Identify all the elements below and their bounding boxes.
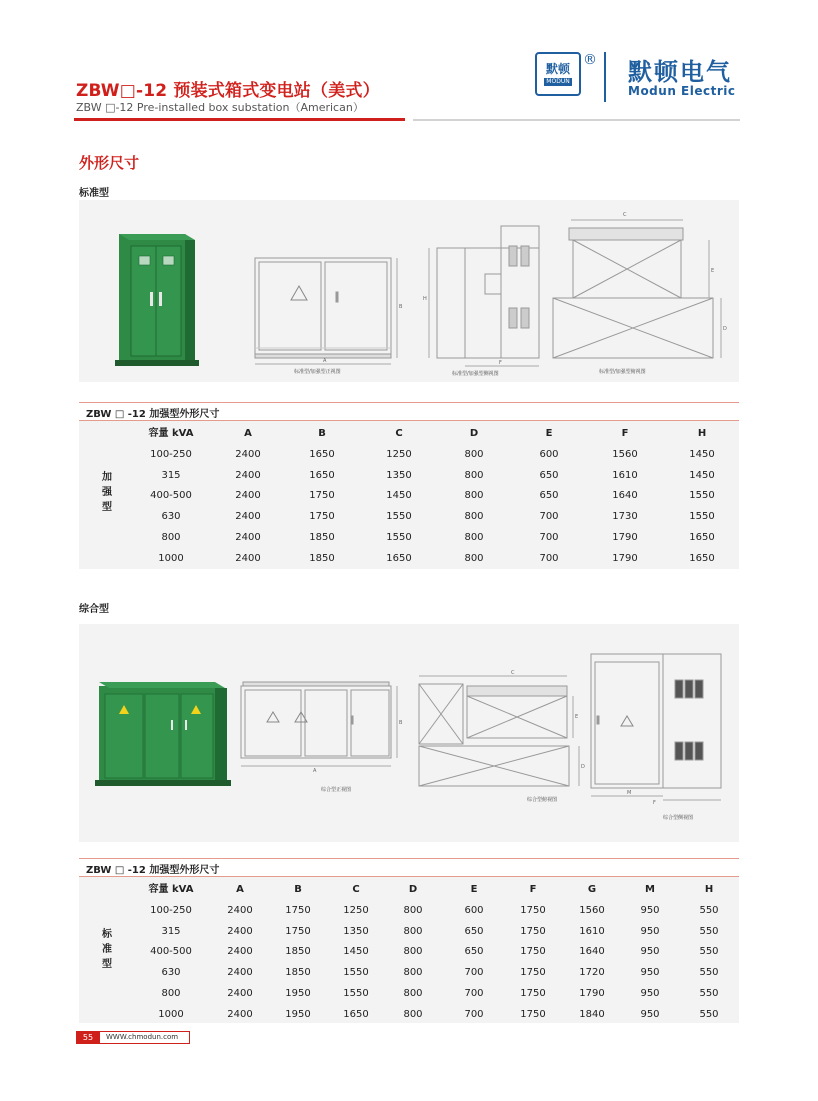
- combined-dim-e: E: [575, 714, 579, 720]
- standard-side-view: [429, 226, 539, 366]
- table-cell: 950: [640, 904, 660, 916]
- table-cell: 550: [699, 988, 719, 999]
- table-cell: 1450: [386, 490, 412, 502]
- table-cell: 1650: [386, 552, 412, 564]
- table-cell: 800: [464, 448, 484, 460]
- table-cell: 630: [161, 967, 181, 979]
- registered-mark: ®: [583, 52, 597, 68]
- table-cell: 800: [403, 988, 423, 999]
- table-cell: 700: [539, 511, 559, 523]
- combined-dim-d: D: [581, 764, 585, 770]
- table-header-cell: 容量 kVA: [148, 428, 194, 439]
- table1-top-rule: [79, 402, 739, 403]
- combined-dim-f: F: [653, 800, 656, 806]
- table-cell: 1850: [309, 532, 335, 543]
- table-header-cell: G: [587, 884, 597, 895]
- table-cell: 1640: [579, 946, 605, 958]
- caption-combined-top: 综合型俯视图: [527, 797, 558, 803]
- table-cell: 650: [539, 490, 559, 502]
- combined-front-view: [241, 682, 397, 766]
- table-cell: 950: [640, 1008, 660, 1020]
- table-cell: 1840: [579, 1008, 605, 1020]
- table-cell: 1350: [343, 925, 369, 937]
- table-cell: 1750: [520, 967, 546, 979]
- table-cell: 1750: [285, 904, 311, 916]
- table-cell: 1850: [285, 946, 311, 958]
- table-cell: 950: [640, 988, 660, 999]
- caption-standard-front: 标准型/加强型正视图: [294, 369, 341, 375]
- combined-drawings-panel: [79, 624, 739, 842]
- combined-cabinet-photo: [95, 682, 231, 786]
- table-cell: 315: [161, 925, 181, 937]
- table-cell: 800: [464, 469, 484, 481]
- table-cell: 800: [464, 532, 484, 543]
- table-header-cell: E: [545, 428, 553, 439]
- table-cell: 1750: [520, 925, 546, 937]
- table-row: [0, 506, 818, 527]
- table-cell: 2400: [227, 967, 253, 979]
- combined-drawings: [79, 624, 739, 842]
- table-cell: 800: [403, 946, 423, 958]
- table-row: [0, 548, 818, 569]
- table-cell: 600: [464, 904, 484, 916]
- table-cell: 2400: [235, 552, 261, 564]
- standard-front-view: [255, 258, 397, 364]
- table-cell: 1720: [579, 967, 605, 979]
- table-cell: 550: [699, 904, 719, 916]
- table-cell: 800: [403, 1008, 423, 1020]
- table-cell: 800: [403, 904, 423, 916]
- table-cell: 1750: [520, 1008, 546, 1020]
- table-cell: 1550: [343, 967, 369, 979]
- table-cell: 1950: [285, 1008, 311, 1020]
- table-cell: 1850: [285, 967, 311, 979]
- table-cell: 1560: [612, 448, 638, 460]
- standard-cabinet-photo: [115, 234, 199, 366]
- caption-standard-top: 标准型/加强型俯视图: [599, 369, 646, 375]
- dim-label-e: E: [711, 268, 715, 274]
- table-cell: 1350: [386, 469, 412, 481]
- table-cell: 2400: [235, 469, 261, 481]
- table-cell: 1950: [285, 988, 311, 999]
- table-cell: 1610: [579, 925, 605, 937]
- table-cell: 1650: [309, 448, 335, 460]
- table-cell: 1650: [343, 1008, 369, 1020]
- page-title: ZBW□-12 预装式箱式变电站（美式）: [76, 81, 380, 101]
- table-cell: 1750: [285, 925, 311, 937]
- table1-side-char: 型: [102, 502, 112, 513]
- table-row: [0, 962, 818, 983]
- table-cell: 1450: [689, 469, 715, 481]
- table-cell: 800: [403, 967, 423, 979]
- caption-combined-side: 综合型侧视图: [663, 815, 694, 821]
- combined-dim-a: A: [313, 768, 317, 774]
- table1-title: ZBW □ -12 加强型外形尺寸: [86, 409, 220, 420]
- table-cell: 100-250: [150, 904, 192, 916]
- table-cell: 1790: [579, 988, 605, 999]
- table-row: [0, 941, 818, 962]
- header-rule-gray: [413, 119, 740, 121]
- table-cell: 1450: [343, 946, 369, 958]
- table-cell: 950: [640, 946, 660, 958]
- combined-dim-b: B: [399, 720, 403, 726]
- table-cell: 1550: [689, 490, 715, 502]
- table-header-cell: H: [704, 884, 714, 895]
- table-cell: 1550: [689, 511, 715, 523]
- dim-label-b: B: [399, 304, 403, 310]
- table1-side-char: 强: [102, 487, 112, 498]
- table-cell: 1650: [689, 532, 715, 543]
- table-cell: 2400: [235, 511, 261, 523]
- table-cell: 1790: [612, 532, 638, 543]
- table-cell: 1000: [158, 1008, 184, 1020]
- table-header-cell: A: [236, 884, 244, 895]
- table-cell: 550: [699, 967, 719, 979]
- table2-side-char: 准: [102, 944, 112, 955]
- table2-title: ZBW □ -12 加强型外形尺寸: [86, 865, 220, 876]
- table-cell: 1650: [309, 469, 335, 481]
- table-header-cell: F: [529, 884, 537, 895]
- table-cell: 1560: [579, 904, 605, 916]
- page-subtitle: ZBW □-12 Pre-installed box substation（American）: [76, 101, 364, 114]
- table-cell: 550: [699, 1008, 719, 1020]
- table-cell: 400-500: [150, 490, 192, 502]
- standard-drawings-panel: [79, 200, 739, 382]
- table2-top-rule: [79, 858, 739, 859]
- logo-mark-en: MODUN: [546, 78, 570, 85]
- table-cell: 700: [539, 552, 559, 564]
- footer-url: WWW.chmodun.com: [106, 1033, 179, 1041]
- table-cell: 1250: [386, 448, 412, 460]
- brand-logo-mark: [535, 52, 581, 96]
- table-header-cell: 容量 kVA: [148, 884, 194, 895]
- table-cell: 2400: [227, 925, 253, 937]
- table-header-cell: E: [470, 884, 478, 895]
- table-cell: 1790: [612, 552, 638, 564]
- table-cell: 1250: [343, 904, 369, 916]
- combined-top-view: [419, 676, 579, 786]
- table-cell: 800: [403, 925, 423, 937]
- table-row: [0, 485, 818, 506]
- table-cell: 950: [640, 925, 660, 937]
- table-cell: 1550: [343, 988, 369, 999]
- table-header-cell: M: [645, 884, 655, 895]
- table1-side-char: 加: [102, 472, 112, 483]
- dim-label-f: F: [499, 360, 502, 366]
- table-cell: 2400: [227, 1008, 253, 1020]
- table-cell: 1640: [612, 490, 638, 502]
- table-cell: 700: [464, 1008, 484, 1020]
- table-cell: 1750: [520, 946, 546, 958]
- table-header-cell: H: [697, 428, 707, 439]
- combined-type-label: 综合型: [79, 604, 109, 615]
- table-cell: 1750: [520, 904, 546, 916]
- table-cell: 1550: [386, 532, 412, 543]
- table-cell: 2400: [227, 904, 253, 916]
- table-cell: 1000: [158, 552, 184, 564]
- brand-name-en: Modun Electric: [628, 84, 736, 98]
- table-header-cell: D: [408, 884, 418, 895]
- table-cell: 2400: [227, 988, 253, 999]
- dim-label-d: D: [723, 326, 727, 332]
- table-header-cell: F: [621, 428, 629, 439]
- table-cell: 700: [464, 967, 484, 979]
- table-cell: 1750: [520, 988, 546, 999]
- standard-drawings: [79, 200, 739, 382]
- table-cell: 800: [464, 511, 484, 523]
- table-cell: 650: [539, 469, 559, 481]
- table-cell: 600: [539, 448, 559, 460]
- standard-type-label: 标准型: [79, 188, 109, 199]
- caption-standard-side: 标准型/加强型侧视图: [452, 371, 499, 377]
- table-cell: 1650: [689, 552, 715, 564]
- table-cell: 700: [464, 988, 484, 999]
- table-cell: 1730: [612, 511, 638, 523]
- table-cell: 315: [161, 469, 181, 481]
- table-cell: 400-500: [150, 946, 192, 958]
- combined-side-view: [591, 654, 721, 800]
- table-header-cell: B: [318, 428, 326, 439]
- dim-label-c: C: [623, 212, 627, 218]
- dim-label-h: H: [423, 296, 427, 302]
- page-number: 55: [76, 1031, 100, 1044]
- table-cell: 800: [464, 490, 484, 502]
- table-cell: 2400: [235, 490, 261, 502]
- table-row: [0, 444, 818, 465]
- table-cell: 1610: [612, 469, 638, 481]
- table-cell: 650: [464, 925, 484, 937]
- table-row: [0, 465, 818, 486]
- table-cell: 2400: [227, 946, 253, 958]
- table-cell: 1450: [689, 448, 715, 460]
- table-header-cell: D: [469, 428, 479, 439]
- table2-side-char: 型: [102, 959, 112, 970]
- table-cell: 100-250: [150, 448, 192, 460]
- table-cell: 1750: [309, 511, 335, 523]
- table-cell: 2400: [235, 532, 261, 543]
- table-cell: 800: [161, 988, 181, 999]
- combined-dim-m: M: [627, 790, 632, 796]
- table-header-cell: C: [352, 884, 360, 895]
- table-header-cell: B: [294, 884, 302, 895]
- combined-dim-c: C: [511, 670, 515, 676]
- logo-mark-zh: 默顿: [545, 62, 570, 76]
- table-row: [0, 983, 818, 1004]
- table-header-row: [0, 879, 818, 900]
- table-cell: 950: [640, 967, 660, 979]
- table-row: [0, 921, 818, 942]
- table-header-row: [0, 423, 818, 444]
- table-cell: 1850: [309, 552, 335, 564]
- table-cell: 2400: [235, 448, 261, 460]
- table-cell: 700: [539, 532, 559, 543]
- table-cell: 1750: [309, 490, 335, 502]
- table-row: [0, 900, 818, 921]
- table2-side-char: 标: [102, 929, 112, 940]
- section-heading: 外形尺寸: [79, 154, 140, 172]
- brand-name-zh: 默顿电气: [628, 58, 732, 86]
- caption-combined-front: 综合型正视图: [321, 787, 352, 793]
- table-cell: 550: [699, 946, 719, 958]
- header-rule-red: [74, 118, 405, 121]
- logo-divider: [604, 52, 606, 102]
- table-cell: 800: [464, 552, 484, 564]
- table-header-cell: A: [244, 428, 252, 439]
- table-cell: 550: [699, 925, 719, 937]
- table-cell: 800: [161, 532, 181, 543]
- table-row: [0, 1004, 818, 1025]
- table-row: [0, 527, 818, 548]
- table-cell: 1550: [386, 511, 412, 523]
- table-cell: 630: [161, 511, 181, 523]
- table-header-cell: C: [395, 428, 403, 439]
- dim-label-a: A: [323, 358, 327, 364]
- standard-top-view: [553, 220, 721, 358]
- table-cell: 650: [464, 946, 484, 958]
